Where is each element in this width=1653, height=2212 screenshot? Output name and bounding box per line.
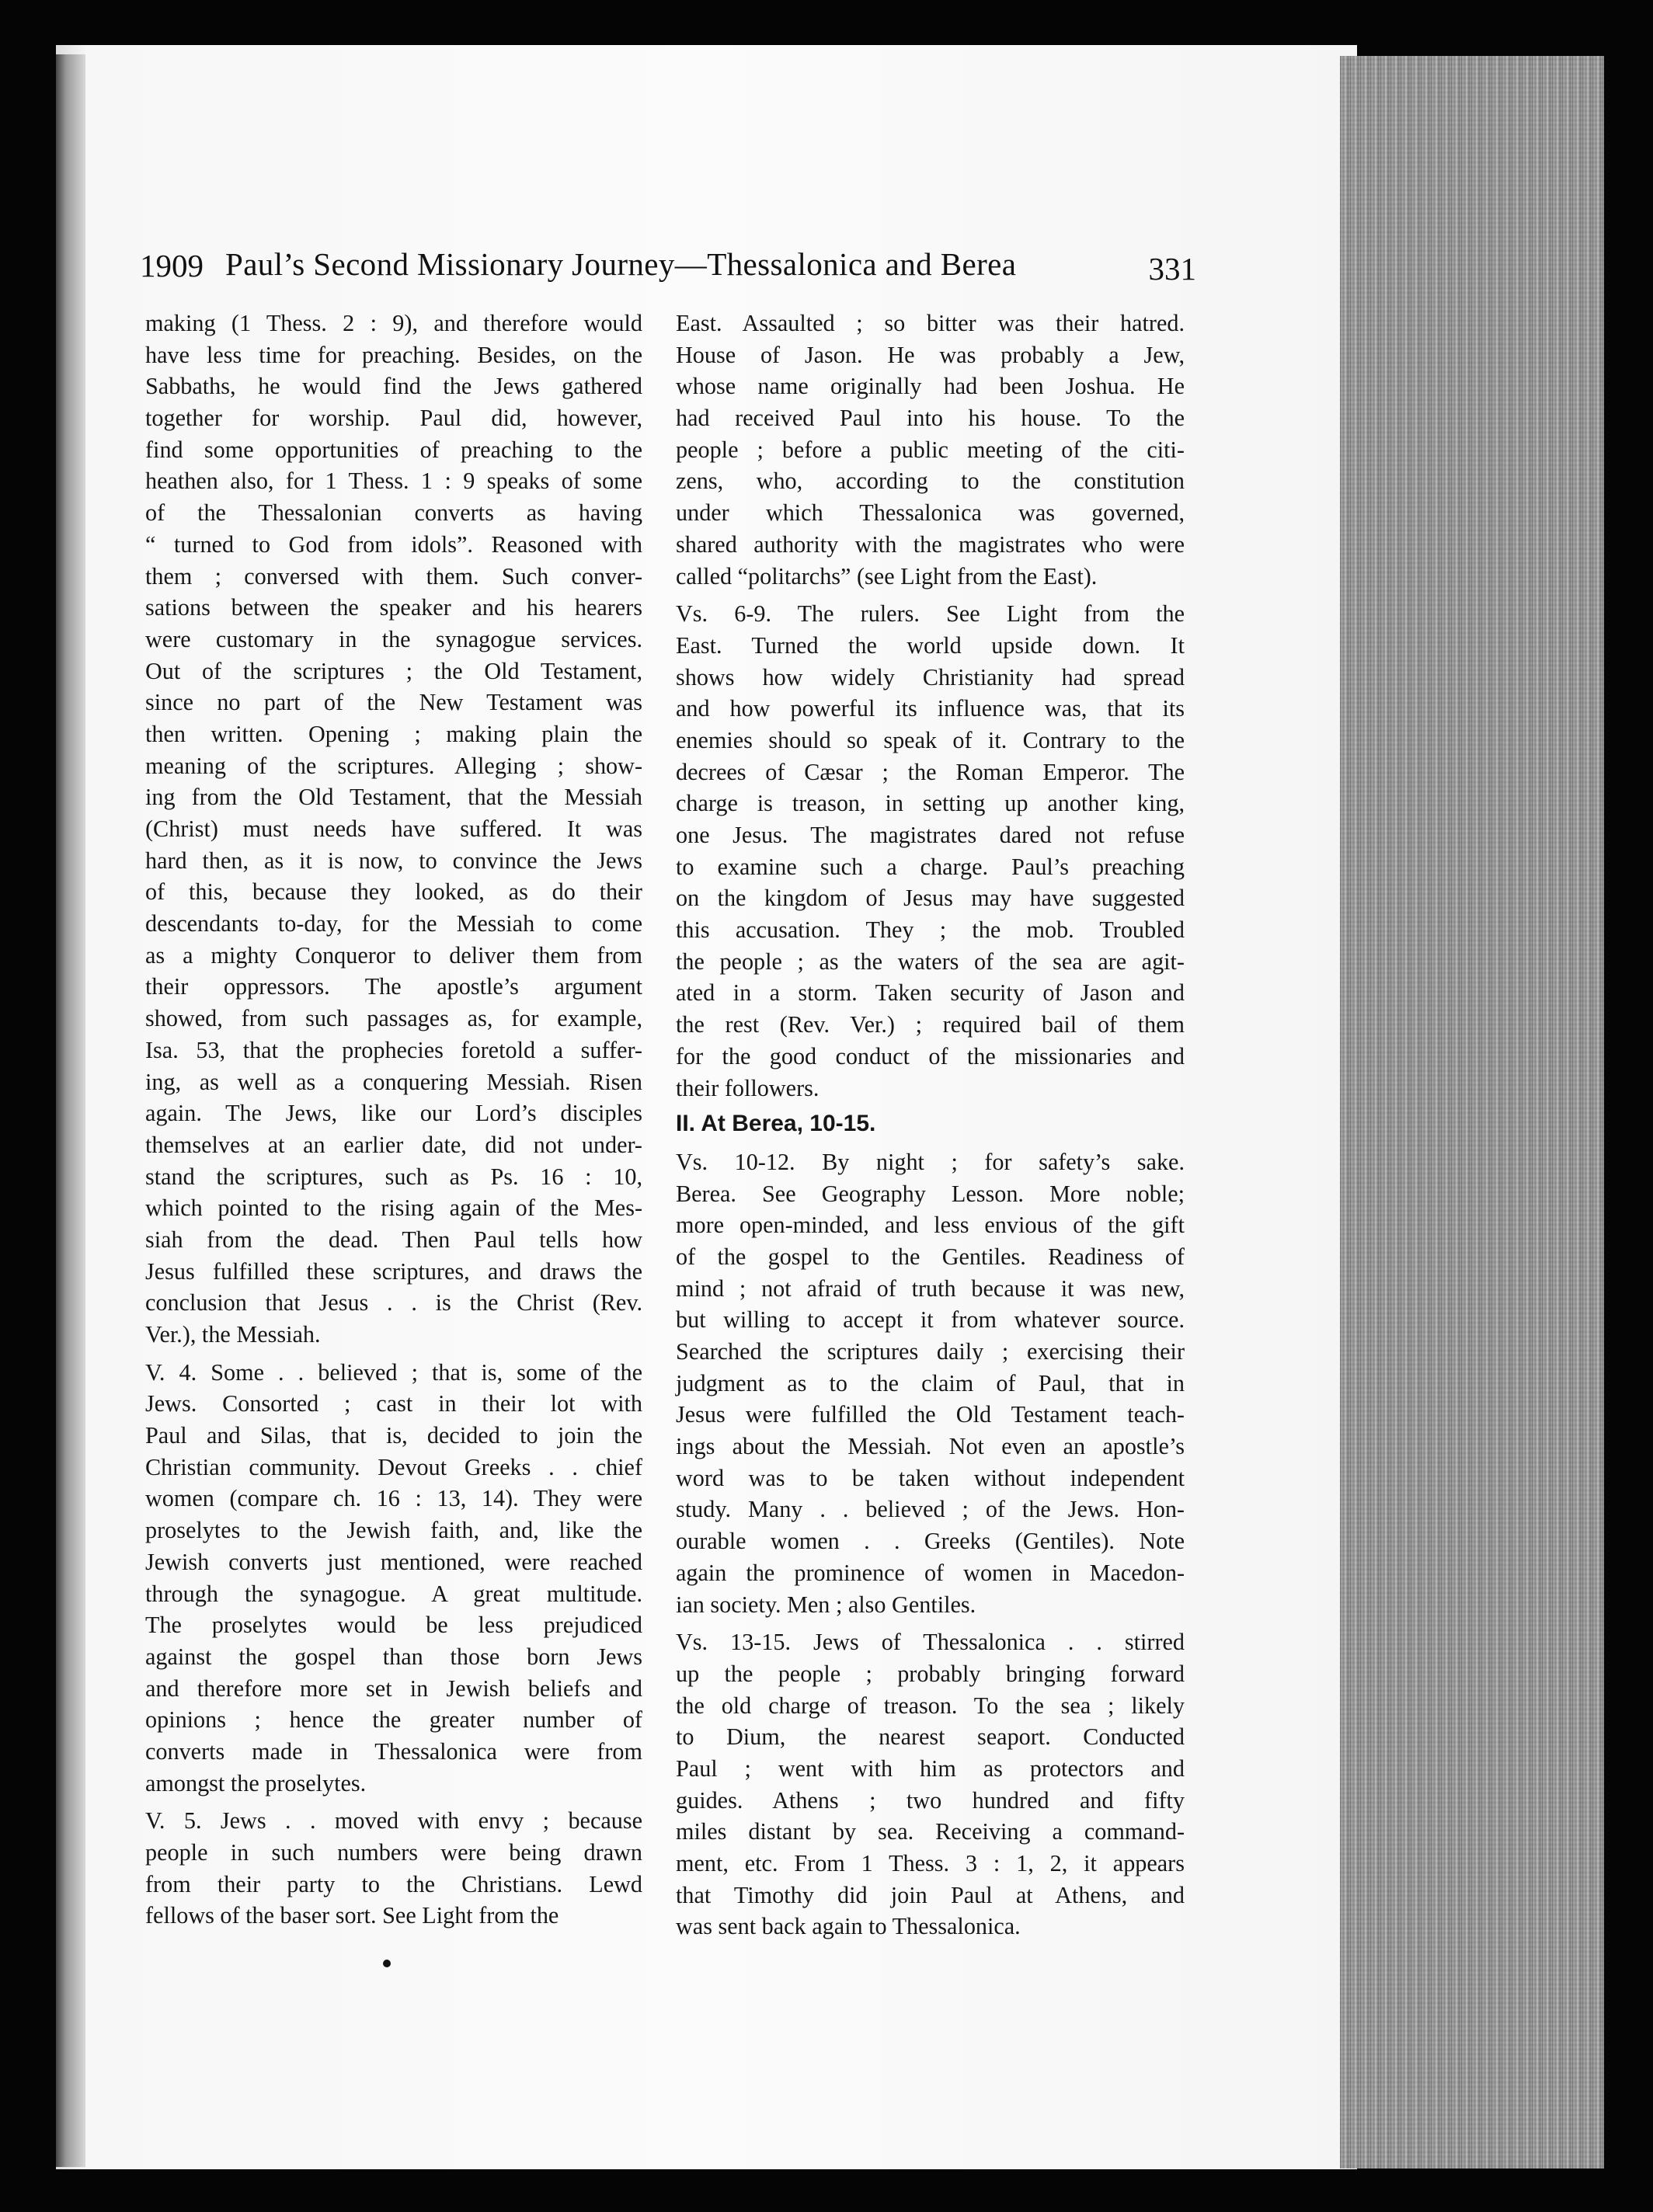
text-line: V. 4. Some . . believed ; that is, some of the	[145, 1358, 642, 1386]
text-line: siah from the dead. Then Paul tells how	[145, 1226, 642, 1253]
text-line: proselytes to the Jewish faith, and, like the	[145, 1517, 642, 1544]
text-line: Ver.), the Messiah.	[145, 1321, 321, 1348]
text-line: but willing to accept it from whatever source.	[676, 1306, 1185, 1334]
text-line: Jesus were fulfilled the Old Testament teach-	[676, 1401, 1185, 1428]
text-line: their oppressors. The apostle’s argument	[145, 973, 642, 1000]
text-line: guides. Athens ; two hundred and fifty	[676, 1786, 1185, 1814]
text-line: to examine such a charge. Paul’s preaching	[676, 853, 1185, 880]
text-line: study. Many . . believed ; of the Jews. Hon-	[676, 1496, 1185, 1523]
text-line: which pointed to the rising again of the Mes-	[145, 1195, 642, 1222]
text-line: judgment as to the claim of Paul, that in	[676, 1369, 1185, 1396]
text-line: them ; conversed with them. Such conver-	[145, 562, 642, 590]
text-line: of this, because they looked, as do their	[145, 878, 642, 906]
text-line: The proselytes would be less prejudiced	[145, 1612, 642, 1639]
text-line: up the people ; probably bringing forward	[676, 1660, 1185, 1687]
text-line: called “politarchs” (see Light from the East).	[676, 562, 1098, 590]
text-line: East. Assaulted ; so bitter was their hatred.	[676, 310, 1185, 336]
text-line: Berea. See Geography Lesson. More noble;	[676, 1180, 1185, 1207]
text-line: whose name originally had been Joshua. He	[676, 373, 1185, 400]
text-line: together for worship. Paul did, however,	[145, 405, 642, 432]
gutter-shadow	[56, 54, 85, 2167]
text-line: themselves at an earlier date, did not under-	[145, 1131, 642, 1158]
section-heading: II. At Berea, 10-15.	[676, 1111, 876, 1137]
text-line: meaning of the scriptures. Alleging ; show-	[145, 752, 642, 779]
text-line: amongst the proselytes.	[145, 1769, 367, 1796]
text-line: and therefore more set in Jewish beliefs and	[145, 1675, 642, 1702]
text-line: find some opportunities of preaching to the	[145, 436, 642, 463]
text-line: ian society. Men ; also Gentiles.	[676, 1591, 976, 1618]
text-line: this accusation. They ; the mob. Troubled	[676, 916, 1185, 944]
text-line: Vs. 10-12. By night ; for safety’s sake.	[676, 1148, 1185, 1175]
text-line: had received Paul into his house. To the	[676, 405, 1185, 432]
text-line: of the gospel to the Gentiles. Readiness of	[676, 1243, 1185, 1270]
text-line: charge is treason, in setting up another king,	[676, 790, 1185, 817]
running-header	[140, 242, 1196, 297]
text-line: Jews. Consorted ; cast in their lot with	[145, 1390, 642, 1417]
page-number: 331	[1148, 251, 1196, 287]
text-line: people ; before a public meeting of the citi-	[676, 436, 1185, 463]
text-line: Searched the scriptures daily ; exercising their	[676, 1338, 1185, 1365]
text-line: ing from the Old Testament, that the Messiah	[145, 784, 642, 811]
text-line: to Dium, the nearest seaport. Conducted	[676, 1723, 1185, 1751]
text-line: Christian community. Devout Greeks . . chief	[145, 1453, 642, 1480]
text-line: zens, who, according to the constitution	[676, 468, 1185, 495]
text-line: the old charge of treason. To the sea ; likely	[676, 1692, 1185, 1719]
text-line: stand the scriptures, such as Ps. 16 : 10,	[145, 1163, 642, 1190]
text-line: and how powerful its influence was, that its	[676, 695, 1185, 722]
text-line: as a mighty Conqueror to deliver them from	[145, 941, 642, 969]
text-line: Out of the scriptures ; the Old Testament,	[145, 657, 642, 684]
text-line: Isa. 53, that the prophecies foretold a suffer-	[145, 1036, 642, 1063]
text-line: again. The Jews, like our Lord’s disciples	[145, 1100, 642, 1127]
text-line: hard then, as it is now, to convince the Jews	[145, 847, 642, 874]
text-line: House of Jason. He was probably a Jew,	[676, 341, 1185, 368]
text-line: Sabbaths, he would find the Jews gathered	[145, 373, 642, 400]
text-line: were customary in the synagogue services.	[145, 625, 642, 652]
text-line: was sent back again to Thessalonica.	[676, 1913, 1021, 1940]
text-line: women (compare ch. 16 : 13, 14). They were	[145, 1485, 642, 1512]
text-line: mind ; not afraid of truth because it was new,	[676, 1275, 1185, 1302]
text-line: that Timothy did join Paul at Athens, and	[676, 1881, 1185, 1908]
text-line: of the Thessalonian converts as having	[145, 499, 642, 527]
text-line: Paul and Silas, that is, decided to join the	[145, 1422, 642, 1449]
right-text-column	[676, 308, 1185, 1942]
header-title: Paul’s Second Missionary Journey—Thessalonica and Berea	[225, 246, 1017, 282]
text-line: Vs. 6-9. The rulers. See Light from the	[676, 600, 1185, 628]
text-line: from their party to the Christians. Lewd	[145, 1870, 642, 1897]
text-line: since no part of the New Testament was	[145, 689, 642, 716]
text-line: enemies should so speak of it. Contrary to the	[676, 726, 1185, 753]
text-line: ings about the Messiah. Not even an apostle’s	[676, 1433, 1185, 1460]
text-line: Jesus fulfilled these scriptures, and draws the	[145, 1257, 642, 1285]
text-line: then written. Opening ; making plain the	[145, 720, 642, 747]
text-line: “ turned to God from idols”. Reasoned with	[145, 530, 642, 558]
text-line: making (1 Thess. 2 : 9), and therefore would	[145, 310, 642, 336]
text-line: the people ; as the waters of the sea are agit-	[676, 948, 1185, 975]
text-line: have less time for preaching. Besides, on the	[145, 341, 642, 368]
text-line: fellows of the baser sort. See Light from the	[145, 1902, 559, 1929]
text-line: word was to be taken without independent	[676, 1464, 1185, 1491]
text-line: their followers.	[676, 1074, 820, 1101]
text-line: V. 5. Jews . . moved with envy ; because	[145, 1807, 642, 1835]
text-line: people in such numbers were being drawn	[145, 1839, 642, 1866]
text-line: miles distant by sea. Receiving a command-	[676, 1818, 1185, 1845]
text-line: the rest (Rev. Ver.) ; required bail of them	[676, 1011, 1185, 1038]
text-line: shared authority with the magistrates who were	[676, 530, 1185, 558]
text-line: through the synagogue. A great multitude.	[145, 1580, 642, 1607]
text-line: converts made in Thessalonica were from	[145, 1737, 642, 1765]
text-line: opinions ; hence the greater number of	[145, 1706, 642, 1734]
text-line: more open-minded, and less envious of the gift	[676, 1212, 1185, 1239]
page-edges	[1340, 56, 1604, 2169]
text-line: descendants to-day, for the Messiah to come	[145, 910, 642, 937]
text-line: sations between the speaker and his hearers	[145, 594, 642, 621]
text-line: shows how widely Christianity had spread	[676, 663, 1185, 690]
text-line: under which Thessalonica was governed,	[676, 499, 1185, 527]
text-line: Vs. 13-15. Jews of Thessalonica . . stirred	[676, 1629, 1185, 1656]
text-line: for the good conduct of the missionaries and	[676, 1042, 1185, 1069]
text-line: ated in a storm. Taken security of Jason and	[676, 979, 1185, 1007]
text-line: Paul ; went with him as protectors and	[676, 1755, 1185, 1782]
ink-dot	[383, 1960, 391, 1967]
left-text-column	[145, 308, 642, 1932]
text-line: conclusion that Jesus . . is the Christ (Rev.	[145, 1289, 642, 1316]
text-line: heathen also, for 1 Thess. 1 : 9 speaks of some	[145, 468, 642, 495]
text-line: one Jesus. The magistrates dared not refuse	[676, 822, 1185, 848]
header-year: 1909	[140, 248, 204, 283]
text-line: ment, etc. From 1 Thess. 3 : 1, 2, it appears	[676, 1850, 1185, 1876]
text-line: decrees of Cæsar ; the Roman Emperor. The	[676, 758, 1185, 785]
text-line: ourable women . . Greeks (Gentiles). Note	[676, 1528, 1185, 1555]
text-line: ing, as well as a conquering Messiah. Risen	[145, 1068, 642, 1095]
text-line: East. Turned the world upside down. It	[676, 631, 1185, 659]
text-line: (Christ) must needs have suffered. It was	[145, 816, 642, 842]
text-line: showed, from such passages as, for example,	[145, 1005, 642, 1032]
text-line: on the kingdom of Jesus may have suggested	[676, 885, 1185, 912]
text-line: against the gospel than those born Jews	[145, 1643, 642, 1670]
text-line: again the prominence of women in Macedon-	[676, 1559, 1185, 1586]
text-line: Jewish converts just mentioned, were reached	[145, 1548, 642, 1575]
